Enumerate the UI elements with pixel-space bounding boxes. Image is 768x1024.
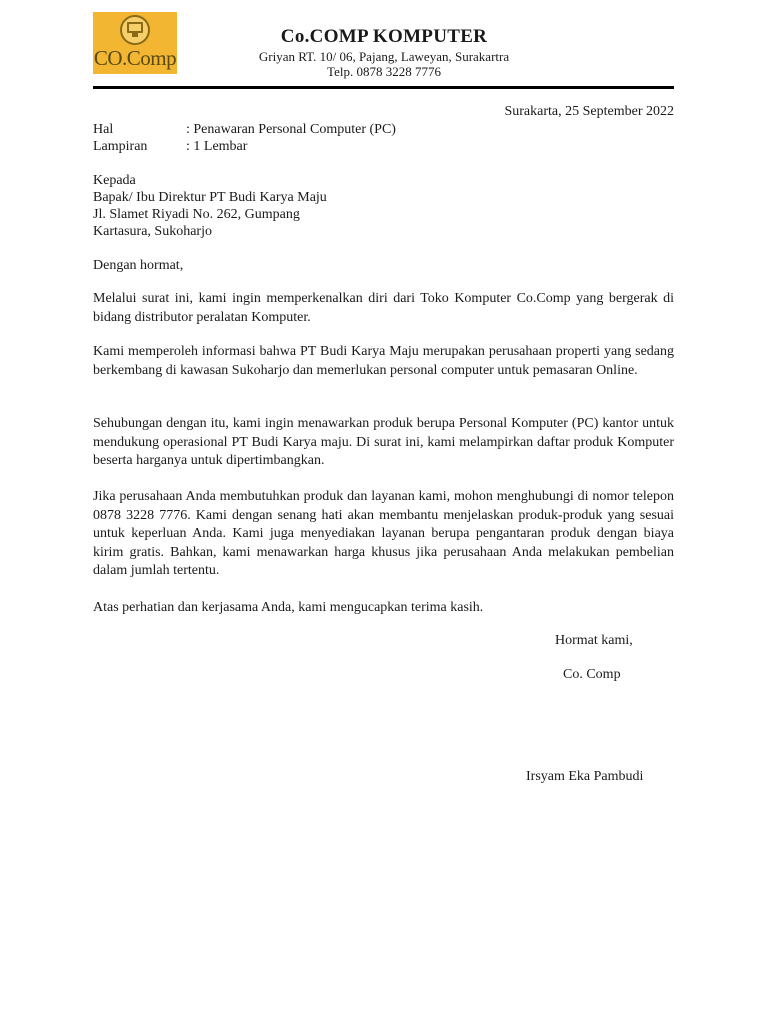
subject-label: Hal bbox=[93, 122, 114, 137]
subject-value: : Penawaran Personal Computer (PC) bbox=[186, 122, 396, 137]
recipient-line: Kartasura, Sukoharjo bbox=[93, 224, 212, 239]
letterhead-divider bbox=[93, 86, 674, 89]
attachment-value: : 1 Lembar bbox=[186, 139, 248, 154]
sender-company: Co. Comp bbox=[563, 667, 621, 682]
company-address: Griyan RT. 10/ 06, Pajang, Laweyan, Surakartra bbox=[258, 49, 510, 64]
recipient-line: Bapak/ Ibu Direktur PT Budi Karya Maju bbox=[93, 190, 327, 205]
closing-paragraph: Atas perhatian dan kerjasama Anda, kami mengucapkan terima kasih. bbox=[93, 600, 484, 615]
logo-text: CO.Comp bbox=[93, 46, 177, 70]
greeting: Dengan hormat, bbox=[93, 258, 184, 273]
letter-date: Surakarta, 25 September 2022 bbox=[504, 104, 674, 119]
monitor-stand-icon bbox=[132, 33, 138, 37]
closing-salutation: Hormat kami, bbox=[555, 633, 633, 648]
company-name: Co.COMP KOMPUTER bbox=[280, 26, 488, 47]
body-paragraph: Sehubungan dengan itu, kami ingin menawarkan produk berupa Personal Komputer (PC) kantor untuk mendukung operasional PT Budi Karya maju. Di surat ini, kami melampirkan daftar produk Komputer beserta harganya untuk dipertimbangkan. bbox=[93, 416, 674, 468]
recipient-line: Kepada bbox=[93, 173, 136, 188]
body-paragraph: Jika perusahaan Anda membutuhkan produk dan layanan kami, mohon menghubungi di nomor telepon 0878 3228 7776. Kami dengan senang hati akan membantu menjelaskan produk-produk yang sesuai untuk keperluan Anda. Kami juga menyediakan layanan berupa pengantaran produk dengan biaya kirim gratis. Bahkan, kami menawarkan harga khusus jika perusahaan Anda melakukan pembelian dalam jumlah tertentu. bbox=[93, 489, 674, 578]
body-paragraph: Melalui surat ini, kami ingin memperkenalkan diri dari Toko Komputer Co.Comp yang bergerak di bidang distributor peralatan Komputer. bbox=[93, 291, 674, 325]
monitor-icon bbox=[127, 22, 143, 33]
signatory-name: Irsyam Eka Pambudi bbox=[526, 769, 644, 784]
company-telephone: Telp. 0878 3228 7776 bbox=[327, 64, 441, 79]
recipient-line: Jl. Slamet Riyadi No. 262, Gumpang bbox=[93, 207, 300, 222]
attachment-label: Lampiran bbox=[93, 139, 148, 154]
company-logo bbox=[93, 12, 177, 74]
body-paragraph: Kami memperoleh informasi bahwa PT Budi Karya Maju merupakan perusahaan properti yang sedang berkembang di kawasan Sukoharjo dan memerlukan personal computer untuk pemasaran Online. bbox=[93, 344, 674, 378]
